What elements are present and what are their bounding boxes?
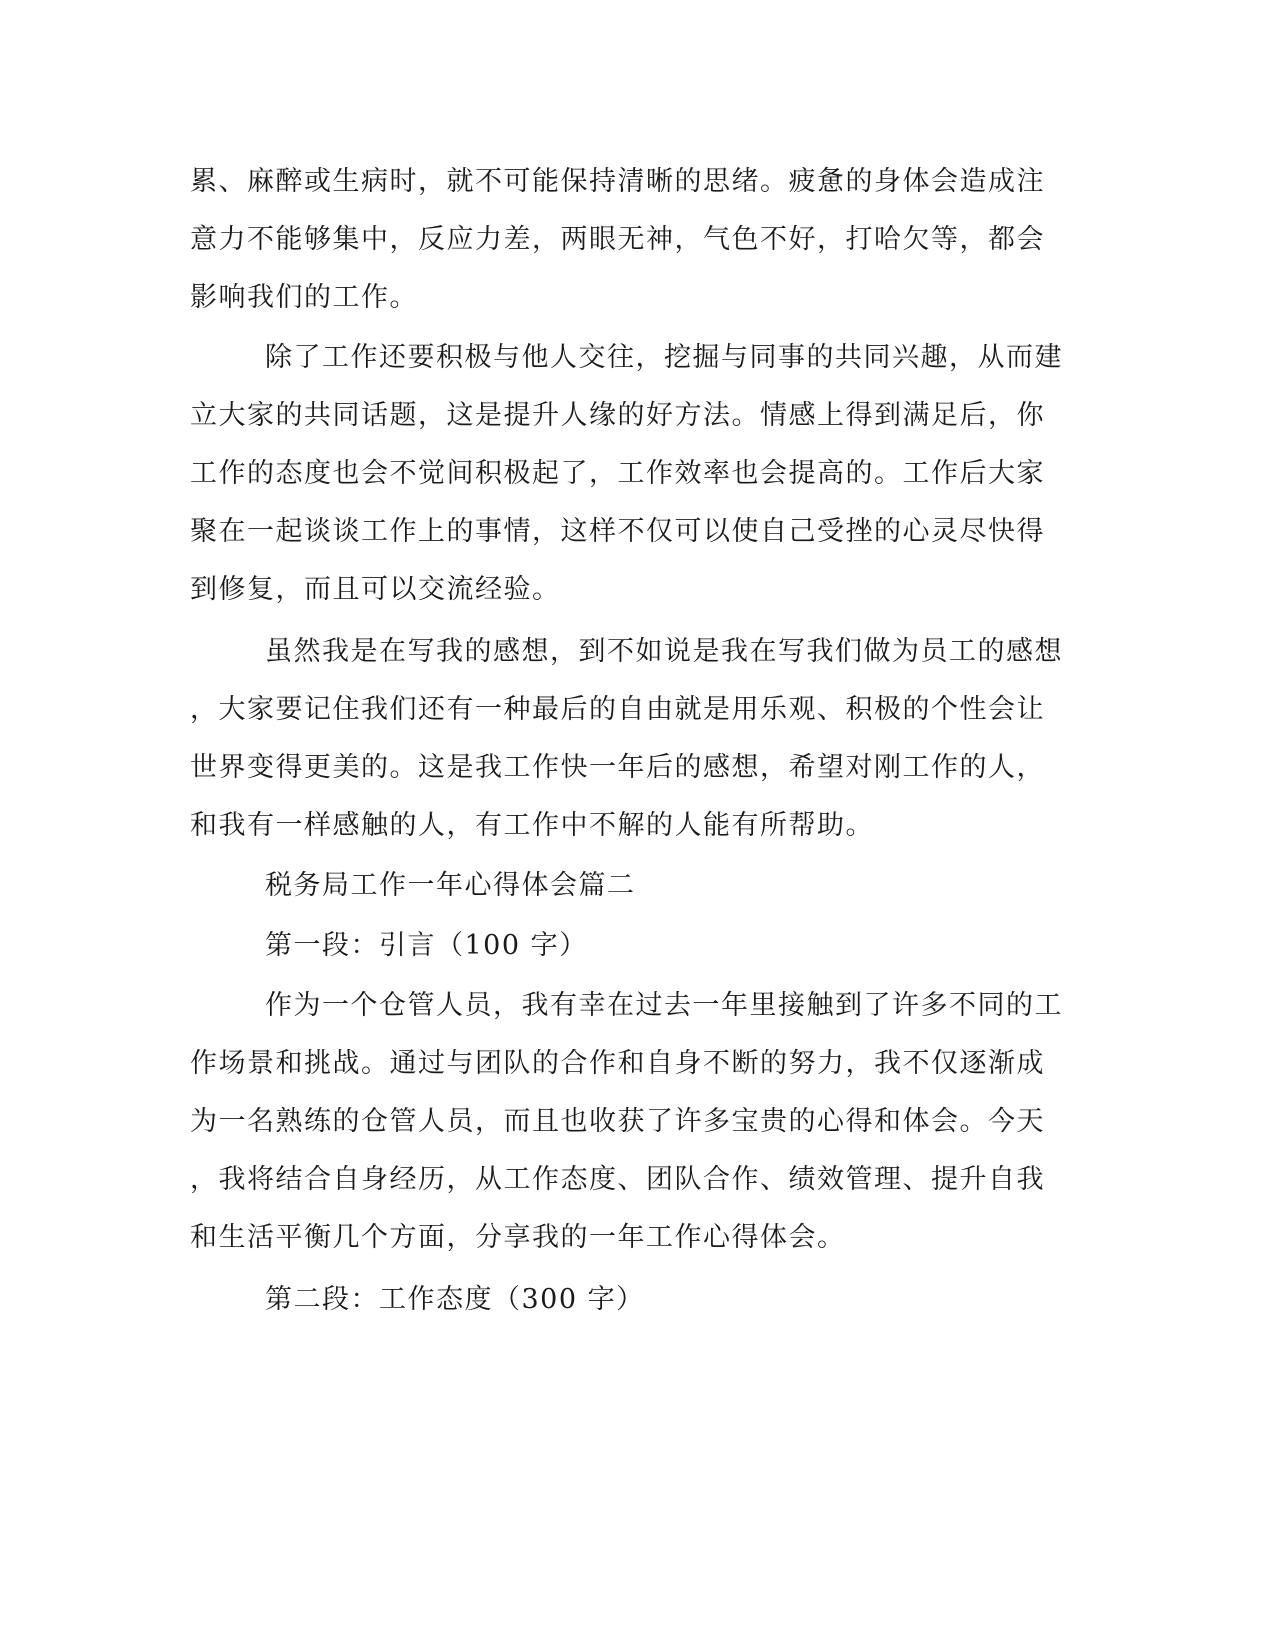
- paragraph-start-line: 虽然我是在写我的感想，到不如说是我在写我们做为员工的感想: [265, 636, 1063, 667]
- text-line: 为一名熟练的仓管人员，而且也收获了许多宝贵的心得和体会。今天: [190, 1106, 1045, 1137]
- text-line: 和我有一样感触的人，有工作中不解的人能有所帮助。: [190, 810, 874, 841]
- text-line: ，我将结合自身经历，从工作态度、团队合作、绩效管理、提升自我: [190, 1164, 1045, 1195]
- text-line: 和生活平衡几个方面，分享我的一年工作心得体会。: [190, 1222, 846, 1253]
- section-heading: 税务局工作一年心得体会篇二: [265, 870, 636, 901]
- text-line: 影响我们的工作。: [190, 282, 418, 313]
- subsection-heading: 第一段：引言（100 字）: [265, 930, 588, 961]
- text-line: 作场景和挑战。通过与团队的合作和自身不断的努力，我不仅逐渐成: [190, 1048, 1045, 1079]
- paragraph-start-line: 除了工作还要积极与他人交往，挖掘与同事的共同兴趣，从而建: [265, 342, 1063, 373]
- subsection-heading: 第二段：工作态度（300 字）: [265, 1284, 645, 1315]
- text-line: 累、麻醉或生病时，就不可能保持清晰的思绪。疲惫的身体会造成注: [190, 166, 1045, 197]
- text-line: 到修复，而且可以交流经验。: [190, 574, 561, 605]
- text-line: 立大家的共同话题，这是提升人缘的好方法。情感上得到满足后，你: [190, 400, 1045, 431]
- text-line: 意力不能够集中，反应力差，两眼无神，气色不好，打哈欠等，都会: [190, 224, 1045, 255]
- text-line: 工作的态度也会不觉间积极起了，工作效率也会提高的。工作后大家: [190, 458, 1045, 489]
- text-line: 聚在一起谈谈工作上的事情，这样不仅可以使自己受挫的心灵尽快得: [190, 516, 1045, 547]
- paragraph-start-line: 作为一个仓管人员，我有幸在过去一年里接触到了许多不同的工: [265, 990, 1063, 1021]
- text-line: 世界变得更美的。这是我工作快一年后的感想，希望对刚工作的人，: [190, 752, 1045, 783]
- text-line: ，大家要记住我们还有一种最后的自由就是用乐观、积极的个性会让: [190, 694, 1045, 725]
